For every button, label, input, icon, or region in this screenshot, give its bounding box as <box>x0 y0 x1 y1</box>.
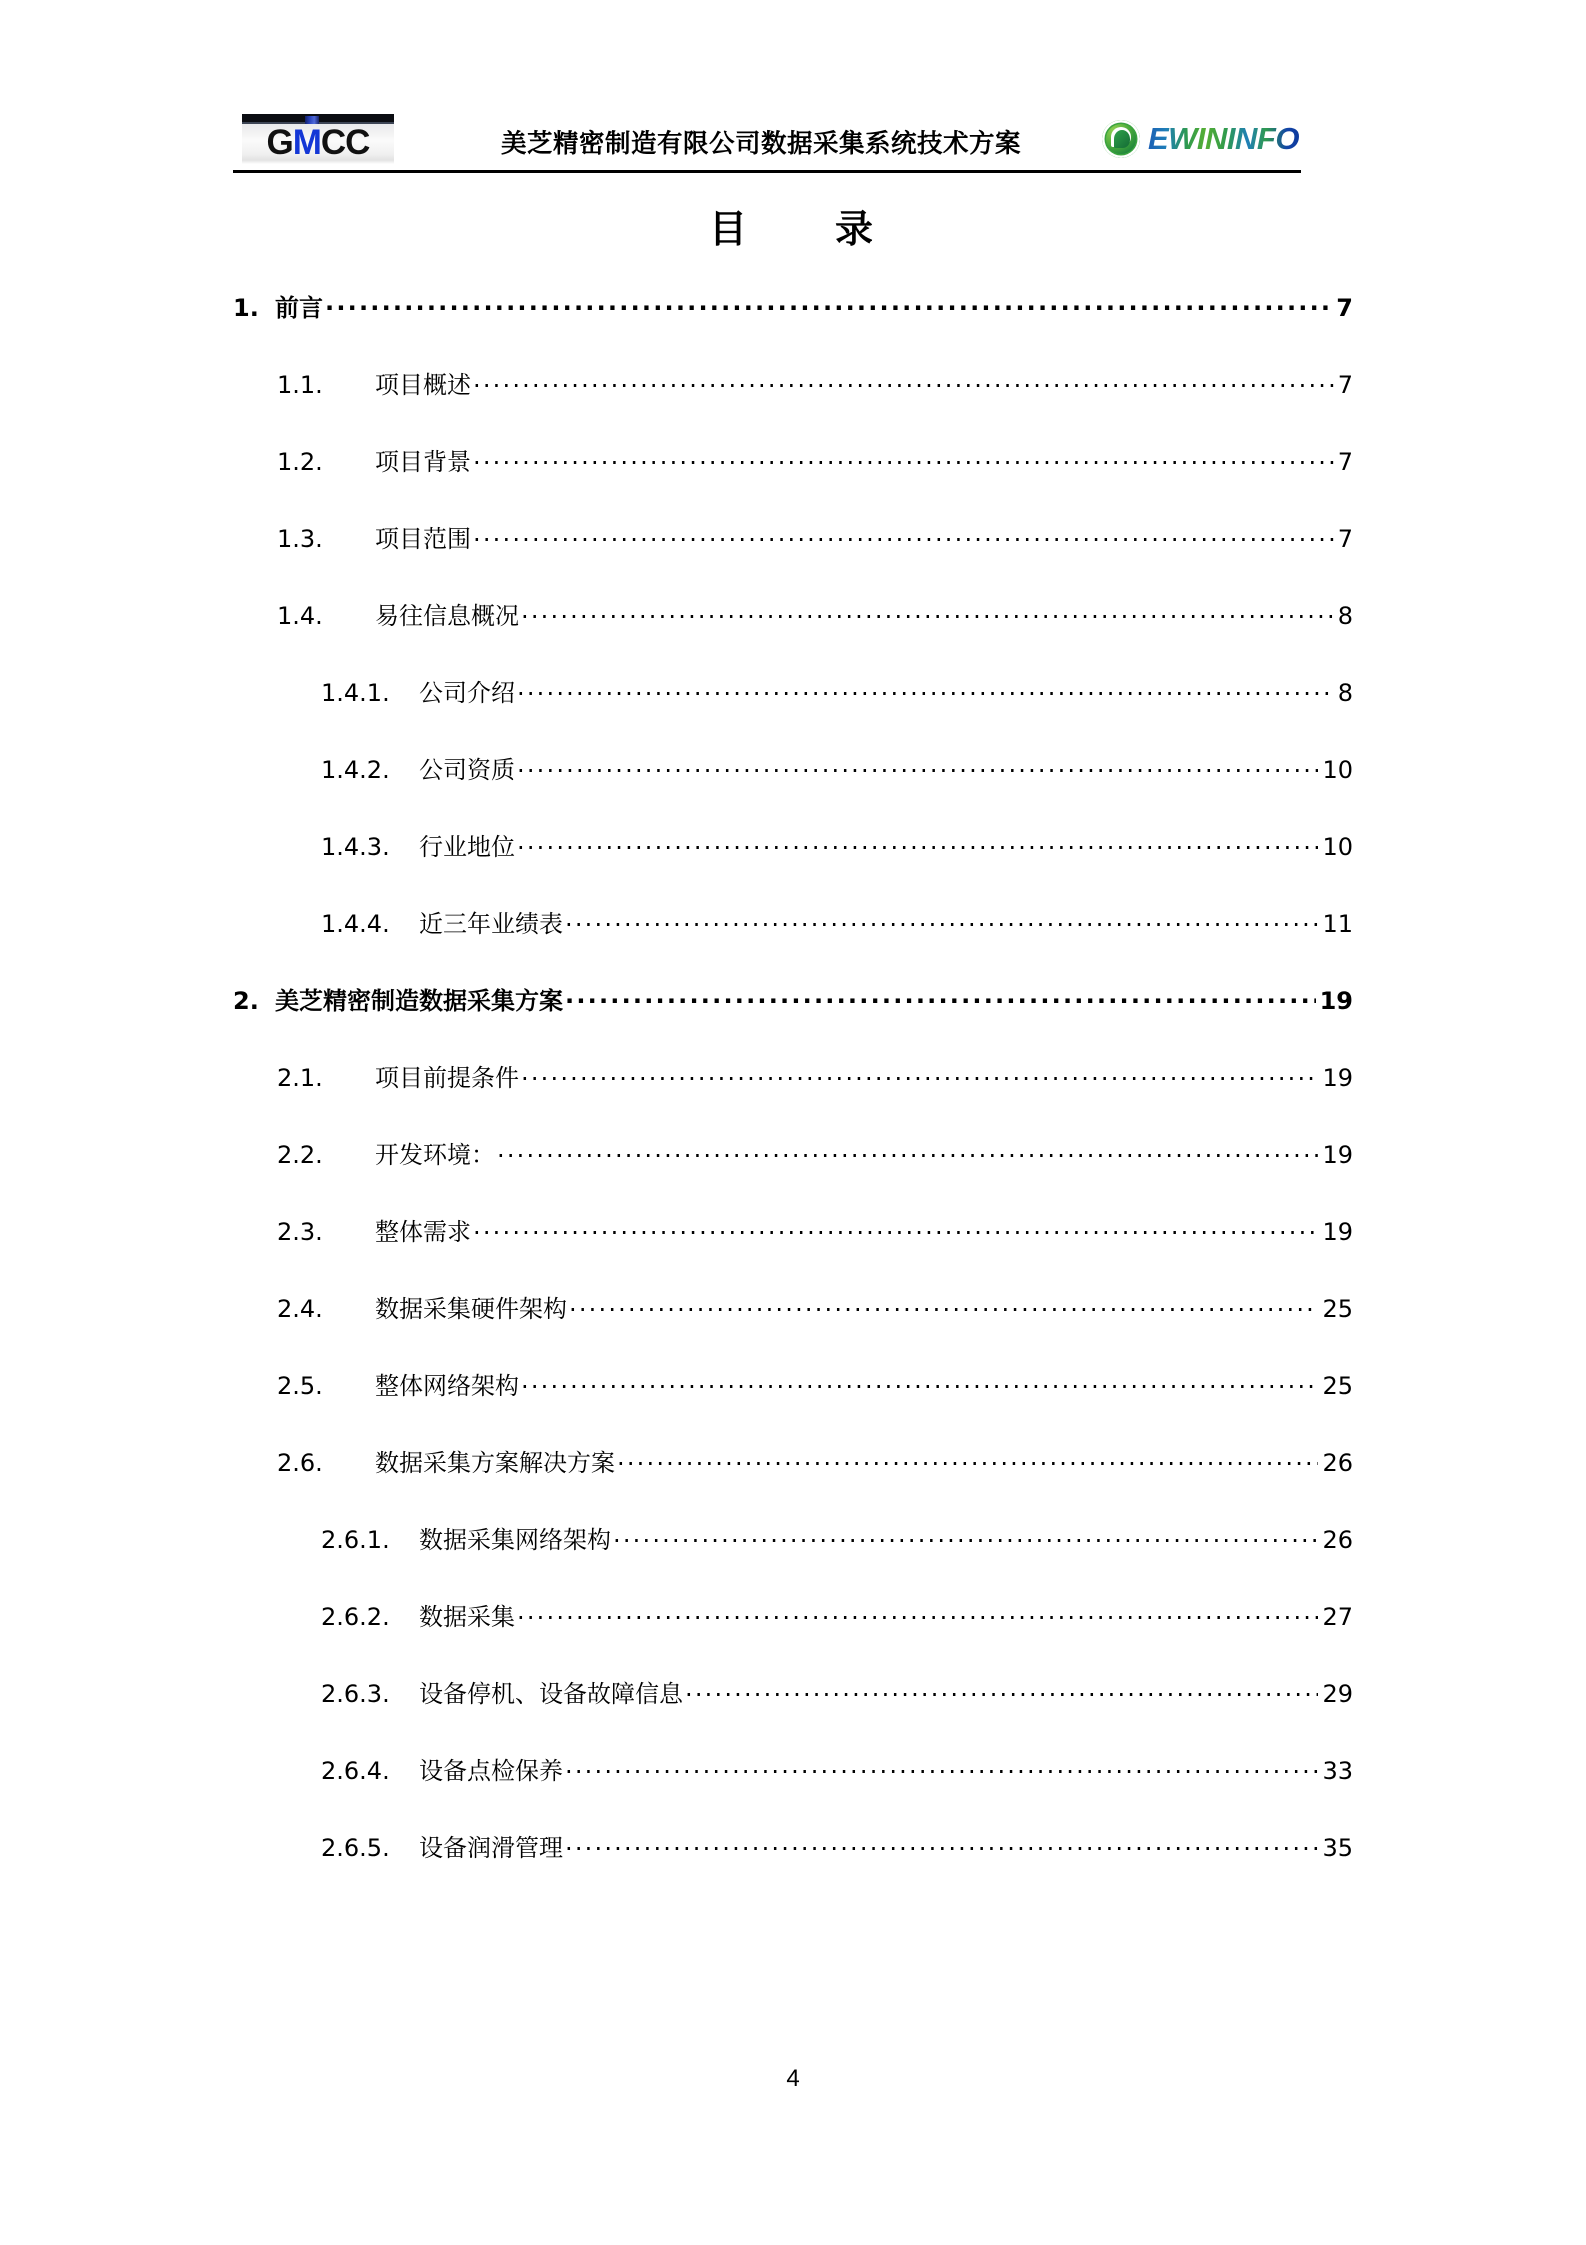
toc-entry-number: 2.6.4. <box>321 1757 390 1785</box>
toc-entry-page: 33 <box>1322 1757 1353 1785</box>
toc-entry-page: 19 <box>1322 1141 1353 1169</box>
toc-entry-label: 开发环境： <box>375 1141 495 1169</box>
table-of-contents <box>233 288 1353 1905</box>
toc-entry[interactable] <box>233 1520 1353 1555</box>
toc-entry-page: 7 <box>1337 448 1353 476</box>
toc-entry-page: 26 <box>1322 1449 1353 1477</box>
toc-entry-page: 27 <box>1322 1603 1353 1631</box>
header-title: 美芝精密制造有限公司数据采集系统技术方案 <box>500 129 1021 159</box>
toc-entry-number: 2.6.2. <box>321 1603 390 1631</box>
toc-entry-number: 2.2. <box>277 1141 323 1169</box>
toc-entry-label: 数据采集 <box>419 1603 515 1631</box>
toc-entry[interactable] <box>233 1597 1353 1632</box>
toc-entry[interactable] <box>233 1674 1353 1709</box>
toc-entry-page: 25 <box>1322 1295 1353 1323</box>
toc-entry-label: 近三年业绩表 <box>419 910 563 938</box>
toc-leader-dots <box>613 1524 1318 1548</box>
toc-entry-page: 7 <box>1337 371 1353 399</box>
toc-entry-label: 美芝精密制造数据采集方案 <box>275 987 563 1015</box>
toc-leader-dots <box>473 523 1334 547</box>
toc-entry-number: 2.3. <box>277 1218 323 1246</box>
toc-entry-number: 2.6.3. <box>321 1680 390 1708</box>
header-row <box>233 96 1301 166</box>
toc-entry-number: 1.4.4. <box>321 910 390 938</box>
toc-leader-dots <box>565 985 1316 1009</box>
toc-entry[interactable] <box>233 519 1353 554</box>
toc-entry-label: 设备点检保养 <box>419 1757 563 1785</box>
toc-entry-page: 29 <box>1322 1680 1353 1708</box>
toc-entry-page: 7 <box>1336 294 1353 322</box>
ewininfo-logo-text: EWININFO <box>1147 121 1299 156</box>
toc-leader-dots <box>617 1447 1318 1471</box>
toc-entry[interactable] <box>233 1058 1353 1093</box>
toc-leader-dots <box>517 754 1318 778</box>
toc-entry-page: 19 <box>1322 1218 1353 1246</box>
toc-entry-number: 2. <box>233 987 259 1015</box>
toc-entry-page: 35 <box>1322 1834 1353 1862</box>
toc-leader-dots <box>521 1062 1318 1086</box>
toc-leader-dots <box>473 1216 1318 1240</box>
toc-entry-number: 2.5. <box>277 1372 323 1400</box>
toc-entry[interactable] <box>233 1366 1353 1401</box>
toc-entry-page: 25 <box>1322 1372 1353 1400</box>
gmcc-letter-g: G <box>266 123 293 162</box>
toc-entry[interactable] <box>233 1443 1353 1478</box>
toc-entry-label: 公司介绍 <box>419 679 515 707</box>
toc-entry-label: 数据采集方案解决方案 <box>375 1449 615 1477</box>
gmcc-letter-cc: CC <box>320 123 370 162</box>
toc-entry-number: 2.6.1. <box>321 1526 390 1554</box>
toc-entry-label: 设备停机、设备故障信息 <box>419 1680 683 1708</box>
toc-leader-dots <box>517 1601 1318 1625</box>
toc-entry-page: 19 <box>1322 1064 1353 1092</box>
toc-entry-label: 行业地位 <box>419 833 515 861</box>
toc-entry-label: 项目背景 <box>375 448 471 476</box>
toc-entry[interactable] <box>233 1751 1353 1786</box>
toc-entry-page: 10 <box>1322 756 1353 784</box>
toc-entry[interactable] <box>233 288 1353 323</box>
gmcc-logo <box>242 114 394 164</box>
toc-entry[interactable] <box>233 981 1353 1016</box>
toc-entry[interactable] <box>233 596 1353 631</box>
toc-entry-label: 公司资质 <box>419 756 515 784</box>
toc-entry[interactable] <box>233 1289 1353 1324</box>
toc-entry-number: 2.4. <box>277 1295 323 1323</box>
toc-entry-number: 1. <box>233 294 259 322</box>
gmcc-letter-m: M <box>292 123 321 162</box>
toc-leader-dots <box>565 1832 1318 1856</box>
toc-entry[interactable] <box>233 1828 1353 1863</box>
toc-leader-dots <box>569 1293 1318 1317</box>
toc-entry-number: 1.4.3. <box>321 833 390 861</box>
toc-entry-label: 项目范围 <box>375 525 471 553</box>
toc-entry[interactable] <box>233 904 1353 939</box>
toc-leader-dots <box>517 831 1318 855</box>
ewininfo-swirl-icon <box>1102 120 1140 158</box>
toc-entry-number: 1.1. <box>277 371 323 399</box>
gmcc-logo-text <box>242 123 394 163</box>
toc-entry-number: 1.4. <box>277 602 323 630</box>
footer-page-number: 4 <box>786 2065 800 2092</box>
toc-entry[interactable] <box>233 442 1353 477</box>
toc-entry[interactable] <box>233 1135 1353 1170</box>
toc-entry-number: 1.2. <box>277 448 323 476</box>
page-title: 目 录 <box>708 207 877 251</box>
toc-entry[interactable] <box>233 1212 1353 1247</box>
toc-leader-dots <box>565 908 1318 932</box>
toc-entry-label: 项目前提条件 <box>375 1064 519 1092</box>
toc-entry-label: 数据采集网络架构 <box>419 1526 611 1554</box>
toc-entry-page: 7 <box>1337 525 1353 553</box>
toc-entry-number: 2.6. <box>277 1449 323 1477</box>
toc-entry-label: 整体网络架构 <box>375 1372 519 1400</box>
toc-entry-page: 19 <box>1319 987 1353 1015</box>
toc-entry-page: 8 <box>1337 679 1353 707</box>
header-divider <box>233 170 1301 173</box>
toc-entry[interactable] <box>233 750 1353 785</box>
toc-entry-number: 1.3. <box>277 525 323 553</box>
toc-leader-dots <box>685 1678 1318 1702</box>
toc-entry-page: 10 <box>1322 833 1353 861</box>
toc-entry-number: 2.6.5. <box>321 1834 390 1862</box>
toc-entry-page: 26 <box>1322 1526 1353 1554</box>
toc-leader-dots <box>473 369 1334 393</box>
toc-entry-label: 易往信息概况 <box>375 602 519 630</box>
toc-entry-label: 前言 <box>275 294 323 322</box>
toc-entry-label: 数据采集硬件架构 <box>375 1295 567 1323</box>
toc-entry-label: 设备润滑管理 <box>419 1834 563 1862</box>
toc-leader-dots <box>521 600 1334 624</box>
toc-entry-number: 1.4.2. <box>321 756 390 784</box>
toc-leader-dots <box>473 446 1334 470</box>
toc-entry-number: 1.4.1. <box>321 679 390 707</box>
toc-leader-dots <box>565 1755 1318 1779</box>
toc-entry-label: 整体需求 <box>375 1218 471 1246</box>
toc-entry[interactable] <box>233 365 1353 400</box>
toc-leader-dots <box>325 292 1332 316</box>
toc-entry-page: 11 <box>1322 910 1353 938</box>
toc-entry[interactable] <box>233 673 1353 708</box>
toc-entry-label: 项目概述 <box>375 371 471 399</box>
ewininfo-logo <box>1102 120 1299 164</box>
toc-leader-dots <box>497 1139 1318 1163</box>
toc-leader-dots <box>517 677 1334 701</box>
toc-leader-dots <box>521 1370 1318 1394</box>
toc-entry-number: 2.1. <box>277 1064 323 1092</box>
toc-entry[interactable] <box>233 827 1353 862</box>
toc-entry-page: 8 <box>1337 602 1353 630</box>
page-header <box>233 96 1301 172</box>
